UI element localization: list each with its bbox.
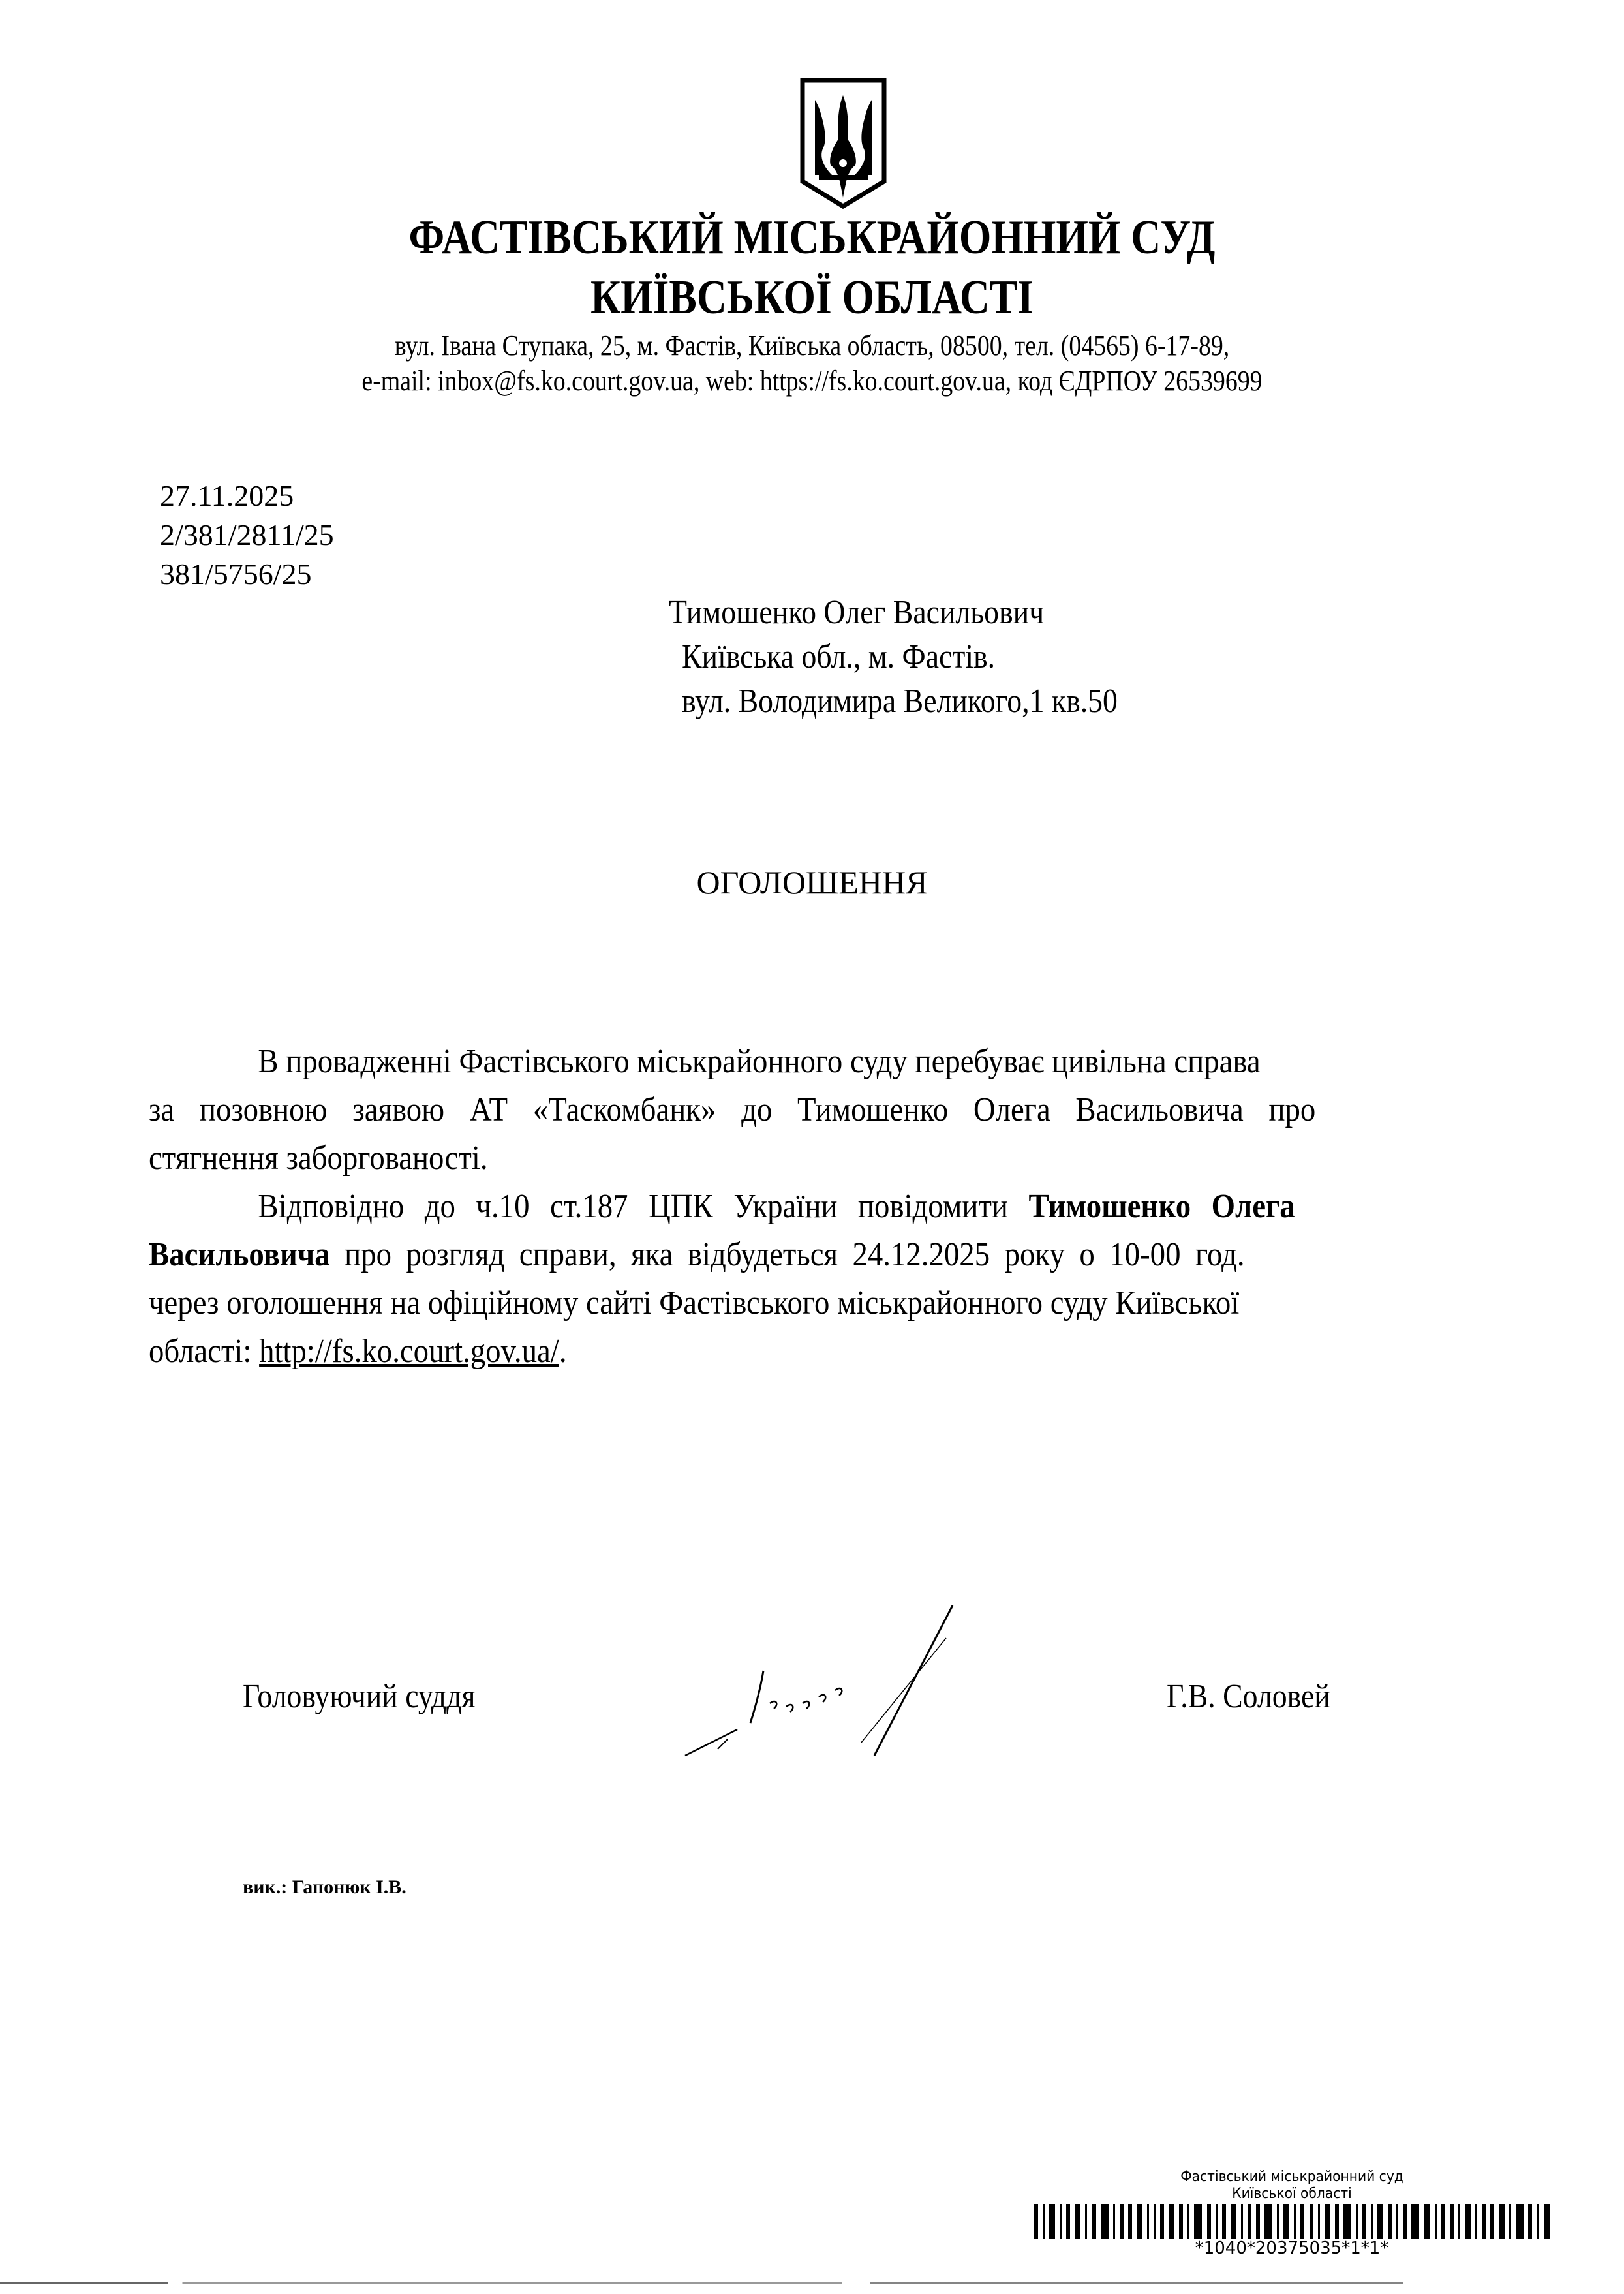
- barcode-icon: [1034, 2204, 1550, 2239]
- body-line: [149, 1231, 1415, 1279]
- scan-edge-line: [0, 2282, 1403, 2284]
- body-text: області:: [149, 1333, 260, 1370]
- body-line: [149, 1183, 1415, 1231]
- body-line: В провадженні Фастівського міськрайонного суду перебуває цивільна справа: [258, 1043, 1261, 1080]
- body-line: через оголошення на офіційному сайті Фастівського міськрайонного суду Київської: [149, 1284, 1240, 1322]
- body-text: Відповідно до ч.10 ст.187 ЦПК України повідомити: [258, 1188, 1029, 1225]
- judge-name: Г.В. Соловей: [1167, 1678, 1330, 1715]
- court-contacts: e-mail: inbox@fs.ko.court.gov.ua, web: https://fs.ko.court.gov.ua, код ЄДРПОУ 26539699: [361, 365, 1263, 397]
- recipient-city: Київська обл., м. Фастів.: [682, 638, 996, 675]
- court-name-line1: ФАСТІВСЬКИЙ МІСЬКРАЙОННИЙ СУД: [408, 211, 1216, 264]
- trident-emblem-icon: [799, 77, 887, 211]
- barcode-number: *1040*20375035*1*1*: [1195, 2239, 1389, 2258]
- body-line: [149, 1327, 1415, 1376]
- stamp-court-name: Фастівський міськрайонний суд: [1180, 2169, 1403, 2185]
- hearing-date-text: про розгляд справи, яка відбудеться 24.12.2025 року о 10-00 год.: [329, 1236, 1245, 1273]
- body-line: за позовною заявою АТ «Таскомбанк» до Тимошенко Олега Васильовича про: [149, 1091, 1316, 1128]
- body-line: стягнення заборгованості.: [149, 1139, 488, 1177]
- outgoing-number: 2/381/2811/25: [160, 518, 334, 551]
- presiding-judge-label: Головуючий суддя: [243, 1678, 476, 1715]
- document-title: ОГОЛОШЕННЯ: [696, 864, 928, 901]
- executor-note: вик.: Гапонюк І.В.: [243, 1876, 406, 1898]
- announcement-body: [149, 1038, 1555, 1376]
- recipient-street: вул. Володимира Великого,1 кв.50: [682, 683, 1118, 720]
- recipient-name: Тимошенко Олег Васильович: [669, 594, 1045, 631]
- defendant-name-bold: Васильовича: [149, 1236, 330, 1273]
- handwritten-signature-icon: [679, 1592, 966, 1769]
- court-name-line2: КИЇВСЬКОЇ ОБЛАСТІ: [590, 271, 1034, 324]
- court-website-link[interactable]: http://fs.ko.court.gov.ua/: [259, 1333, 559, 1370]
- case-number: 381/5756/25: [160, 557, 312, 591]
- court-address: вул. Івана Ступака, 25, м. Фастів, Київська область, 08500, тел. (04565) 6-17-89,: [394, 330, 1230, 362]
- document-date: 27.11.2025: [160, 479, 294, 512]
- stamp-region: Київської області: [1232, 2186, 1352, 2202]
- defendant-name-bold: Тимошенко Олега: [1028, 1188, 1295, 1225]
- body-text: .: [559, 1333, 567, 1370]
